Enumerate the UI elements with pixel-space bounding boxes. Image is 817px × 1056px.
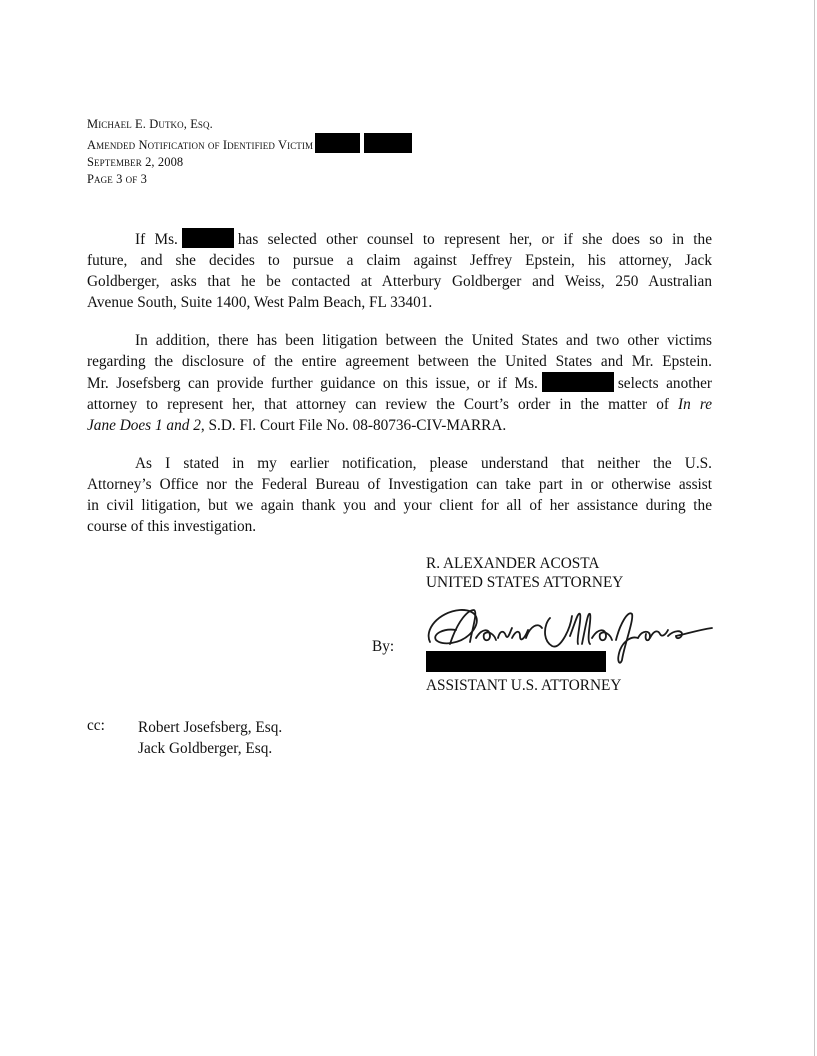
cc-recipient: Robert Josefsberg, Esq. (138, 719, 283, 736)
redaction-box (364, 133, 412, 153)
us-attorney-title: UNITED STATES ATTORNEY (426, 574, 624, 591)
paragraph-line: Attorney’s Office nor the Federal Bureau of Investigation can take part in or otherwise assist (87, 476, 712, 493)
by-label: By: (372, 638, 395, 655)
scan-edge-line (814, 0, 815, 1056)
paragraph-line (87, 394, 712, 415)
paragraph-line (87, 228, 712, 250)
paragraph-line: in civil litigation, but we again thank you and your client for all of her assistance during the (87, 497, 712, 514)
paragraph-line: regarding the disclosure of the entire agreement between the United States and Mr. Epstein. (87, 353, 712, 370)
text-run: has selected other counsel to represent her, or if she does so in the (237, 231, 712, 248)
signer-name-redaction (426, 651, 606, 672)
text-run: Mr. Josefsberg can provide further guidance on this issue, or if Ms. (87, 375, 538, 392)
paragraph-closing (87, 453, 712, 537)
cc-recipient: Jack Goldberger, Esq. (138, 740, 273, 757)
us-attorney-name: R. ALEXANDER ACOSTA (426, 555, 600, 572)
signature-block (426, 554, 623, 592)
case-name-italic: Jane Does 1 and 2 (87, 417, 201, 434)
text-run: , S.D. Fl. Court File No. 08-80736-CIV-MARRA. (200, 417, 507, 434)
paragraph-line (87, 372, 712, 394)
header-subject: Amended Notification of Identified Victim (87, 138, 314, 152)
header-subject-row (87, 133, 412, 154)
signer-title: ASSISTANT U.S. ATTORNEY (426, 677, 622, 694)
paragraph-line: Goldberger, asks that he be contacted at Atterbury Goldberger and Weiss, 250 Australian (87, 273, 712, 290)
paragraph-litigation (87, 330, 712, 436)
text-run: attorney to represent her, that attorney can review the Court’s order in the matter of (87, 396, 669, 413)
paragraph-line (87, 415, 712, 436)
paragraph-line: In addition, there has been litigation between the United States and two other victims (135, 332, 712, 349)
header-addressee: Michael E. Dutko, Esq. (87, 117, 213, 131)
redaction-box (182, 228, 234, 248)
paragraph-counsel (87, 228, 712, 313)
case-name-italic: In re (678, 396, 712, 413)
header-date: September 2, 2008 (87, 155, 184, 169)
paragraph-line: course of this investigation. (87, 518, 257, 535)
paragraph-line: future, and she decides to pursue a claim against Jeffrey Epstein, his attorney, Jack (87, 252, 712, 269)
paragraph-line: Avenue South, Suite 1400, West Palm Beach, FL 33401. (87, 294, 433, 311)
text-run: If Ms. (135, 231, 178, 248)
header-page-number: Page 3 of 3 (87, 172, 147, 186)
cc-recipient-list (138, 717, 282, 759)
letter-header (87, 116, 412, 188)
text-run: selects another (617, 375, 712, 392)
redaction-box (315, 133, 360, 153)
redaction-box (542, 372, 614, 392)
paragraph-line: As I stated in my earlier notification, please understand that neither the U.S. (135, 455, 712, 472)
cc-label: cc: (87, 717, 105, 734)
